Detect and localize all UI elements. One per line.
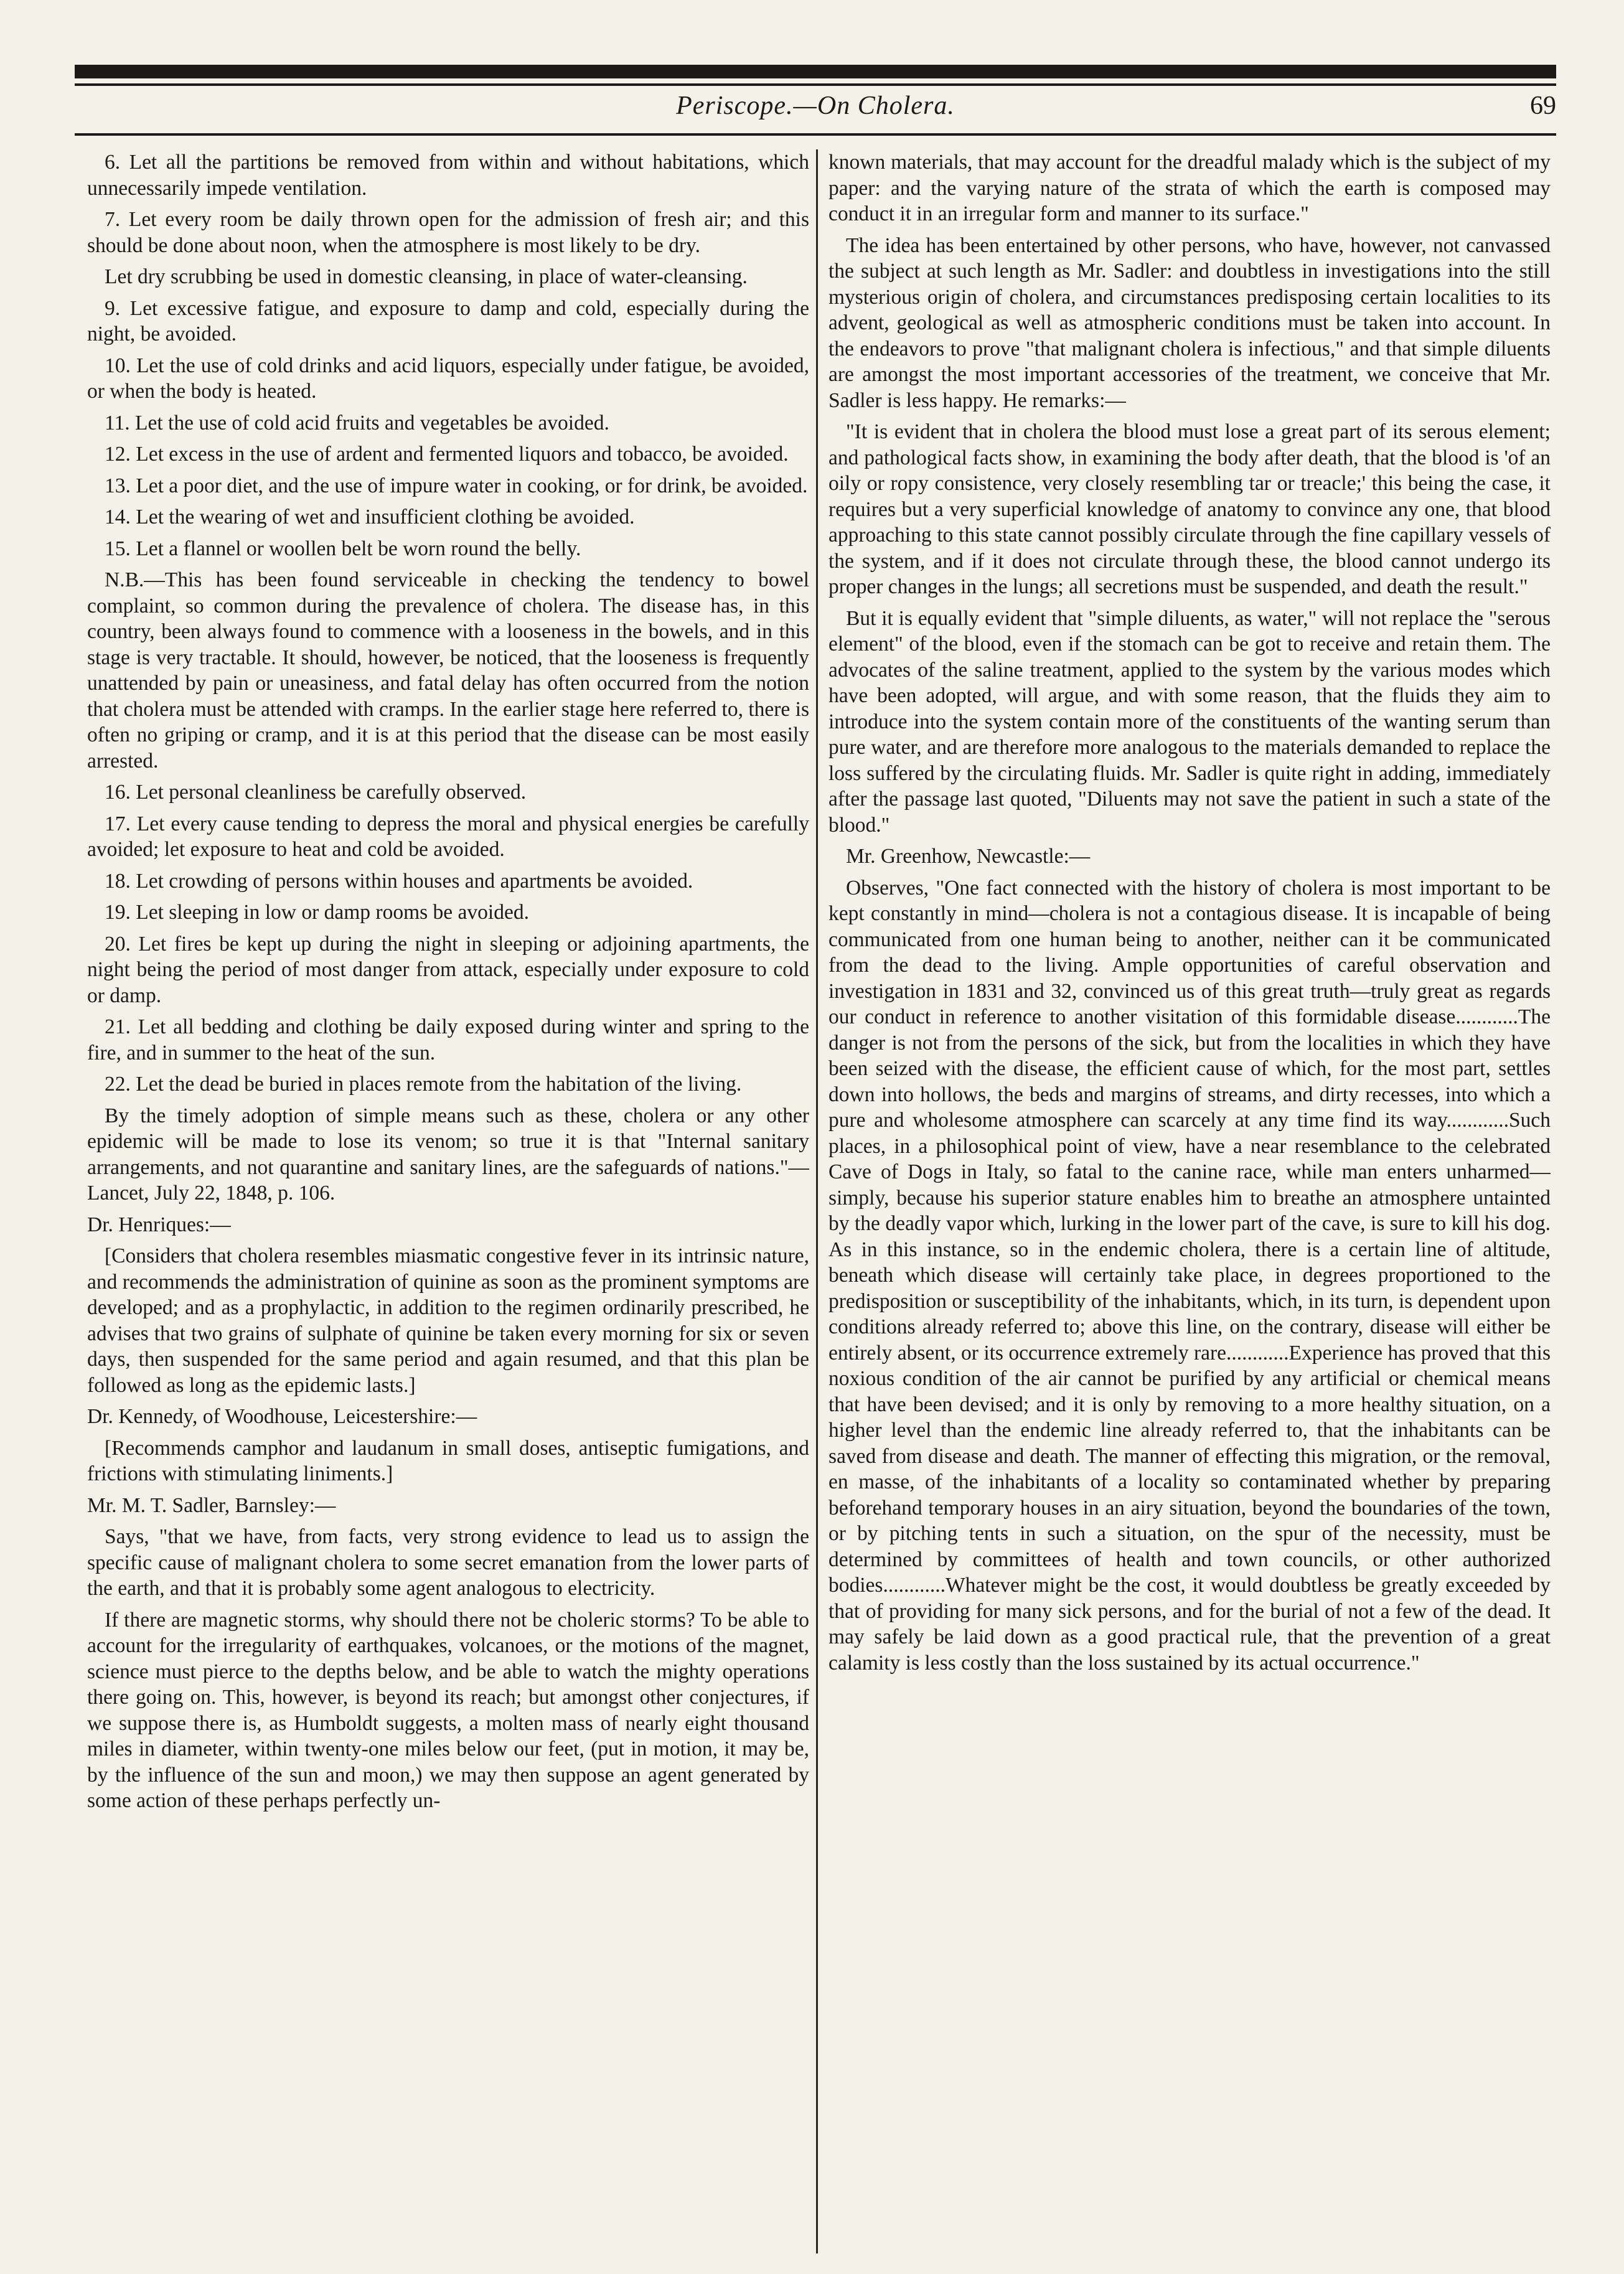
paragraph: 15. Let a flannel or woollen belt be worn round the belly. — [105, 537, 581, 560]
paragraph: 13. Let a poor diet, and the use of impure water in cooking, or for drink, be avoided. — [105, 474, 808, 497]
paragraph: [Considers that cholera resembles miasmatic congestive fever in its intrinsic nature, and recommends the administration of quinine as soon as the prominent symptoms are developed; and as a prophylactic, in addition to the regimen ordinarily prescribed, he advises that two grains of sulphate of quinine be taken every morning for six or seven days, then suspended for the same period and again resumed, and that this plan be followed as long as the epidemic lasts.] — [87, 1244, 809, 1397]
paragraph: The idea has been entertained by other persons, who have, however, not canvassed the subject at such length as Mr. Sadler: and doubtless in investigations into the still mysterious origin of cholera, and circumstances predisposing certain localities to its advent, geological as well as atmospheric conditions must be taken into account. In the endeavors to prove "that malignant cholera is infectious," and that simple diluents are amongst the most important accessories of the treatment, we conceive that Mr. Sadler is less happy. He remarks:— — [828, 233, 1551, 412]
right-column — [828, 149, 1551, 2260]
paragraph: 16. Let personal cleanliness be carefully observed. — [105, 781, 527, 804]
paragraph: 19. Let sleeping in low or damp rooms be avoided. — [105, 901, 529, 924]
page-header — [75, 91, 1556, 129]
paragraph: By the timely adoption of simple means such as these, cholera or any other epidemic will be made to lose its venom; so true it is that "Internal sanitary arrangements, and not quarantine and sanitary lines, are the safeguards of nations."—Lancet, July 22, 1848, p. 106. — [87, 1104, 809, 1205]
paragraph: 7. Let every room be daily thrown open for the admission of fresh air; and this should be done about noon, when the atmosphere is most likely to be dry. — [87, 208, 809, 257]
paragraph: Says, "that we have, from facts, very strong evidence to lead us to assign the specific cause of malignant cholera to some secret emanation from the lower parts of the earth, and that it is probably some agent analogous to electricity. — [87, 1525, 809, 1600]
quotation: "It is evident that in cholera the blood must lose a great part of its serous element; and pathological facts show, in examining the body after death, that the blood is 'of an oily or ropy consistence, very closely resembling tar or treacle;' this being the case, it requires but a very superficial knowledge of anatomy to convince any one, that blood approaching to this state cannot possibly circulate through the fine capillary vessels of the system, and if it does not circulate through these, the blood cannot undergo its proper changes in the lungs; all secretions must be suspended, and death the result." — [828, 420, 1551, 598]
paragraph: Observes, "One fact connected with the history of cholera is most important to be kept constantly in mind—cholera is not a contagious disease. It is incapable of being communicated from one human being to another, neither can it be communicated from the dead to the living. Ample opportunities of careful observation and investigation in 1831 and 32, convinced us of this great truth—truly great as regards our conduct in reference to another visitation of this formidable disease............The danger is not from the persons of the sick, but from the localities in which they have been seized with the disease, the efficient cause of which, for the most part, settles down into hollows, the beds and margins of streams, and dirty recesses, into which a pure and wholesome atmosphere can scarcely at any time find its way............Such places, in a philosophical point of view, have a near resemblance to the celebrated Cave of Dogs in Italy, so fatal to the canine race, while man enters unharmed—simply, because his superior stature enables him to breathe an atmosphere untainted by the deadly vapor which, lurking in the lower part of the cave, is sure to kill his dog. As in this instance, so in the endemic cholera, there is a certain line of altitude, beneath which disease will certainly take place, in degrees proportioned to the predisposition or susceptibility of the inhabitants, which, in its turn, is dependent upon conditions already referred to; above this line, on the contrary, disease will either be entirely absent, or its occurrence extremely rare............Experience has proved that this noxious condition of the air cannot be purified by any artificial or chemical means that have been devised; and it is only by removing to a more healthy situation, on a higher level than the endemic line already referred to, that the inhabitants can be saved from disease and death. The manner of effecting this migration, or the removal, en masse, of the inhabitants of a locality so contaminated whether by preparing beforehand temporary houses in an airy situation, beyond the boundaries of the town, or by pitching tents in such a situation, on the spur of the necessity, must be determined by committees of health and town councils, or other authorized bodies............Whatever might be the cost, it would doubtless be greatly exceeded by that of providing for many sick persons, and for the burial of not a few of the dead. It may safely be laid down as a good practical rule, that the prevention of a great calamity is less costly than the loss sustained by its actual occurrence." — [828, 876, 1551, 1675]
paragraph: If there are magnetic storms, why should there not be choleric storms? To be able to account for the irregularity of earthquakes, volcanoes, or the motions of the magnet, science must pierce to the depths below, and be able to watch the mighty operations there going on. This, however, is beyond its reach; but amongst other conjectures, if we suppose there is, as Humboldt suggests, a molten mass of nearly eight thousand miles in diameter, within twenty-one miles below our feet, (put in motion, it may be, by the influence of the sun and moon,) we may then suppose an agent generated by some action of these perhaps perfectly un- — [87, 1608, 809, 1812]
paragraph: 11. Let the use of cold acid fruits and vegetables be avoided. — [105, 411, 609, 435]
paragraph: 21. Let all bedding and clothing be daily exposed during winter and spring to the fire, and in summer to the heat of the sun. — [87, 1015, 809, 1064]
section-heading: Mr. Greenhow, Newcastle:— — [846, 845, 1091, 868]
paragraph: 6. Let all the partitions be removed from within and without habitations, which unnecessarily impede ventilation. — [87, 151, 809, 200]
header-double-rule — [75, 65, 1556, 78]
paragraph: [Recommends camphor and laudanum in small doses, antiseptic fumigations, and frictions with stimulating liniments.] — [87, 1436, 809, 1485]
paragraph: N.B.—This has been found serviceable in checking the tendency to bowel complaint, so common during the prevalence of cholera. The disease has, in this country, been always found to commence with a looseness in the bowels, and in this stage is very tractable. It should, however, be noticed, that the looseness is frequently unattended by pain or uneasiness, and fatal delay has often occurred from the notion that cholera must be attended with cramps. In the earlier stage here referred to, there is often no griping or cramp, and it is at this period that the disease can be most easily arrested. — [87, 568, 809, 773]
paragraph: known materials, that may account for the dreadful malady which is the subject of my paper: and the varying nature of the strata of which the earth is composed may conduct it in an irregular form and manner to its surface." — [828, 151, 1551, 225]
paragraph: 9. Let excessive fatigue, and exposure to damp and cold, especially during the night, be avoided. — [87, 296, 809, 345]
paragraph: 12. Let excess in the use of ardent and fermented liquors and tobacco, be avoided. — [105, 443, 789, 466]
section-heading: Dr. Kennedy, of Woodhouse, Leicestershire:— — [87, 1405, 477, 1428]
paragraph: 22. Let the dead be buried in places remote from the habitation of the living. — [105, 1073, 742, 1096]
paragraph: But it is equally evident that "simple diluents, as water," will not replace the "serous element" of the blood, even if the stomach can be got to receive and retain them. The advocates of the saline treatment, applied to the system by the various modes which have been adopted, will argue, and with some reason, that the fluids they aim to introduce into the system contain more of the constituents of the wanting serum than pure water, and are therefore more analogous to the materials demanded to replace the loss suffered by the circulating fluids. Mr. Sadler is quite right in adding, immediately after the passage last quoted, "Diluents may not save the patient in such a state of the blood." — [828, 606, 1551, 837]
section-heading: Dr. Henriques:— — [87, 1213, 231, 1236]
column-divider — [816, 149, 818, 2253]
section-heading: Mr. M. T. Sadler, Barnsley:— — [87, 1493, 336, 1517]
paragraph: 18. Let crowding of persons within houses and apartments be avoided. — [105, 869, 693, 893]
paragraph: 17. Let every cause tending to depress the moral and physical energies be carefully avoided; let exposure to heat and cold be avoided. — [87, 812, 809, 861]
paragraph: 14. Let the wearing of wet and insufficient clothing be avoided. — [105, 505, 635, 529]
page-number: 69 — [1530, 92, 1556, 120]
left-column — [87, 149, 809, 2260]
paragraph: 20. Let fires be kept up during the night in sleeping or adjoining apartments, the night being the period of most danger from attack, especially under exposure to cold or damp. — [87, 932, 809, 1007]
paragraph: Let dry scrubbing be used in domestic cleansing, in place of water-cleansing. — [105, 265, 748, 288]
paragraph: 10. Let the use of cold drinks and acid liquors, especially under fatigue, be avoided, or when the body is heated. — [87, 354, 809, 403]
header-rule — [75, 133, 1556, 136]
running-head: Periscope.—On Cholera. — [676, 92, 955, 120]
